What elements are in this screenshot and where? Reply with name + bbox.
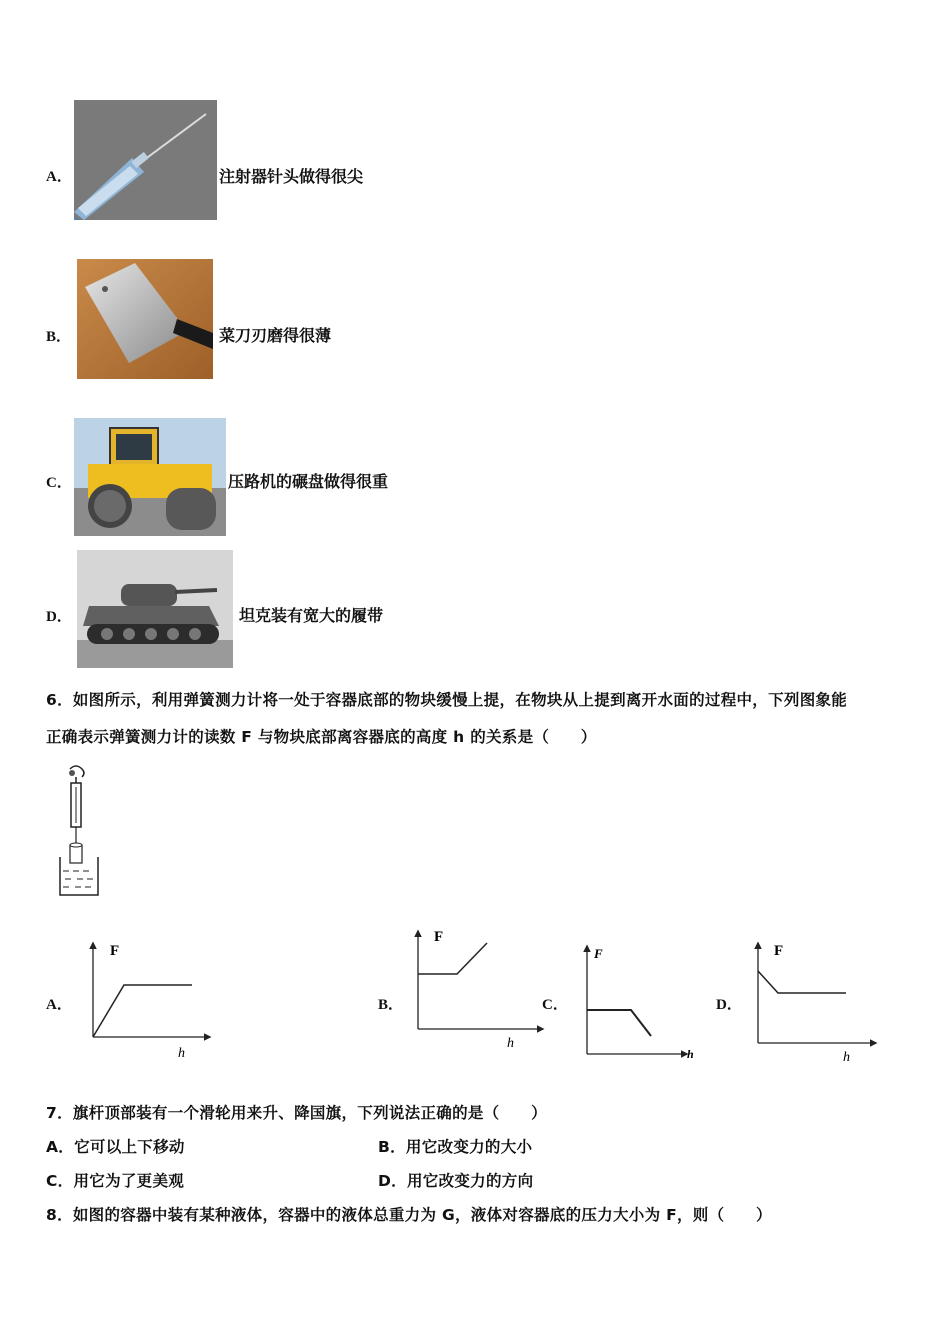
option-a-letter: A． <box>46 169 72 185</box>
q7-stem: 7．旗杆顶部装有一个滑轮用来升、降国旗，下列说法正确的是（ ） <box>46 1104 547 1122</box>
graph-a <box>80 935 215 1063</box>
cleaver-image <box>77 259 213 379</box>
graph-a-letter: A． <box>46 997 72 1013</box>
q7-option-a: A．它可以上下移动 <box>46 1138 185 1156</box>
option-d-caption: 坦克装有宽大的履带 <box>239 606 384 625</box>
q6-stem-line2: 正确表示弹簧测力计的读数 F 与物块底部离容器底的高度 h 的关系是（ ） <box>46 728 597 746</box>
spring-scale-apparatus <box>50 763 110 901</box>
graph-a-x-label: h <box>178 1046 185 1061</box>
graph-d-letter: D． <box>716 997 742 1013</box>
graph-c-x-label: h <box>687 1047 694 1061</box>
graph-a-y-label: F <box>110 943 120 959</box>
graph-b-y-label: F <box>434 929 444 945</box>
q7-option-c: C．用它为了更美观 <box>46 1172 185 1190</box>
q6-stem-line1: 6．如图所示，利用弹簧测力计将一处于容器底部的物块缓慢上提，在物块从上提到离开水面的过程中，下列图象能 <box>46 691 848 709</box>
graph-c <box>575 940 700 1065</box>
q7-option-b: B．用它改变力的大小 <box>378 1138 533 1156</box>
option-b-caption: 菜刀刃磨得很薄 <box>219 326 332 345</box>
tank-image <box>77 550 233 668</box>
graph-d-y-label: F <box>774 943 784 959</box>
graph-c-letter: C． <box>542 997 568 1013</box>
graph-c-y-label: F <box>594 946 603 961</box>
q8-stem: 8．如图的容器中装有某种液体，容器中的液体总重力为 G，液体对容器底的压力大小为 F，则（ ） <box>46 1206 772 1224</box>
graph-d <box>746 935 881 1065</box>
option-b-letter: B． <box>46 329 72 345</box>
q7-option-d: D．用它改变力的方向 <box>378 1172 534 1190</box>
syringe-image <box>74 100 217 220</box>
option-a-caption: 注射器针头做得很尖 <box>219 167 364 186</box>
road-roller-image <box>74 418 226 536</box>
option-d-letter: D． <box>46 609 72 625</box>
graph-b-x-label: h <box>507 1036 514 1051</box>
graph-b-letter: B． <box>378 997 404 1013</box>
graph-b <box>405 925 545 1053</box>
option-c-caption: 压路机的碾盘做得很重 <box>228 472 389 491</box>
graph-d-x-label: h <box>843 1050 850 1065</box>
option-c-letter: C． <box>46 475 72 491</box>
